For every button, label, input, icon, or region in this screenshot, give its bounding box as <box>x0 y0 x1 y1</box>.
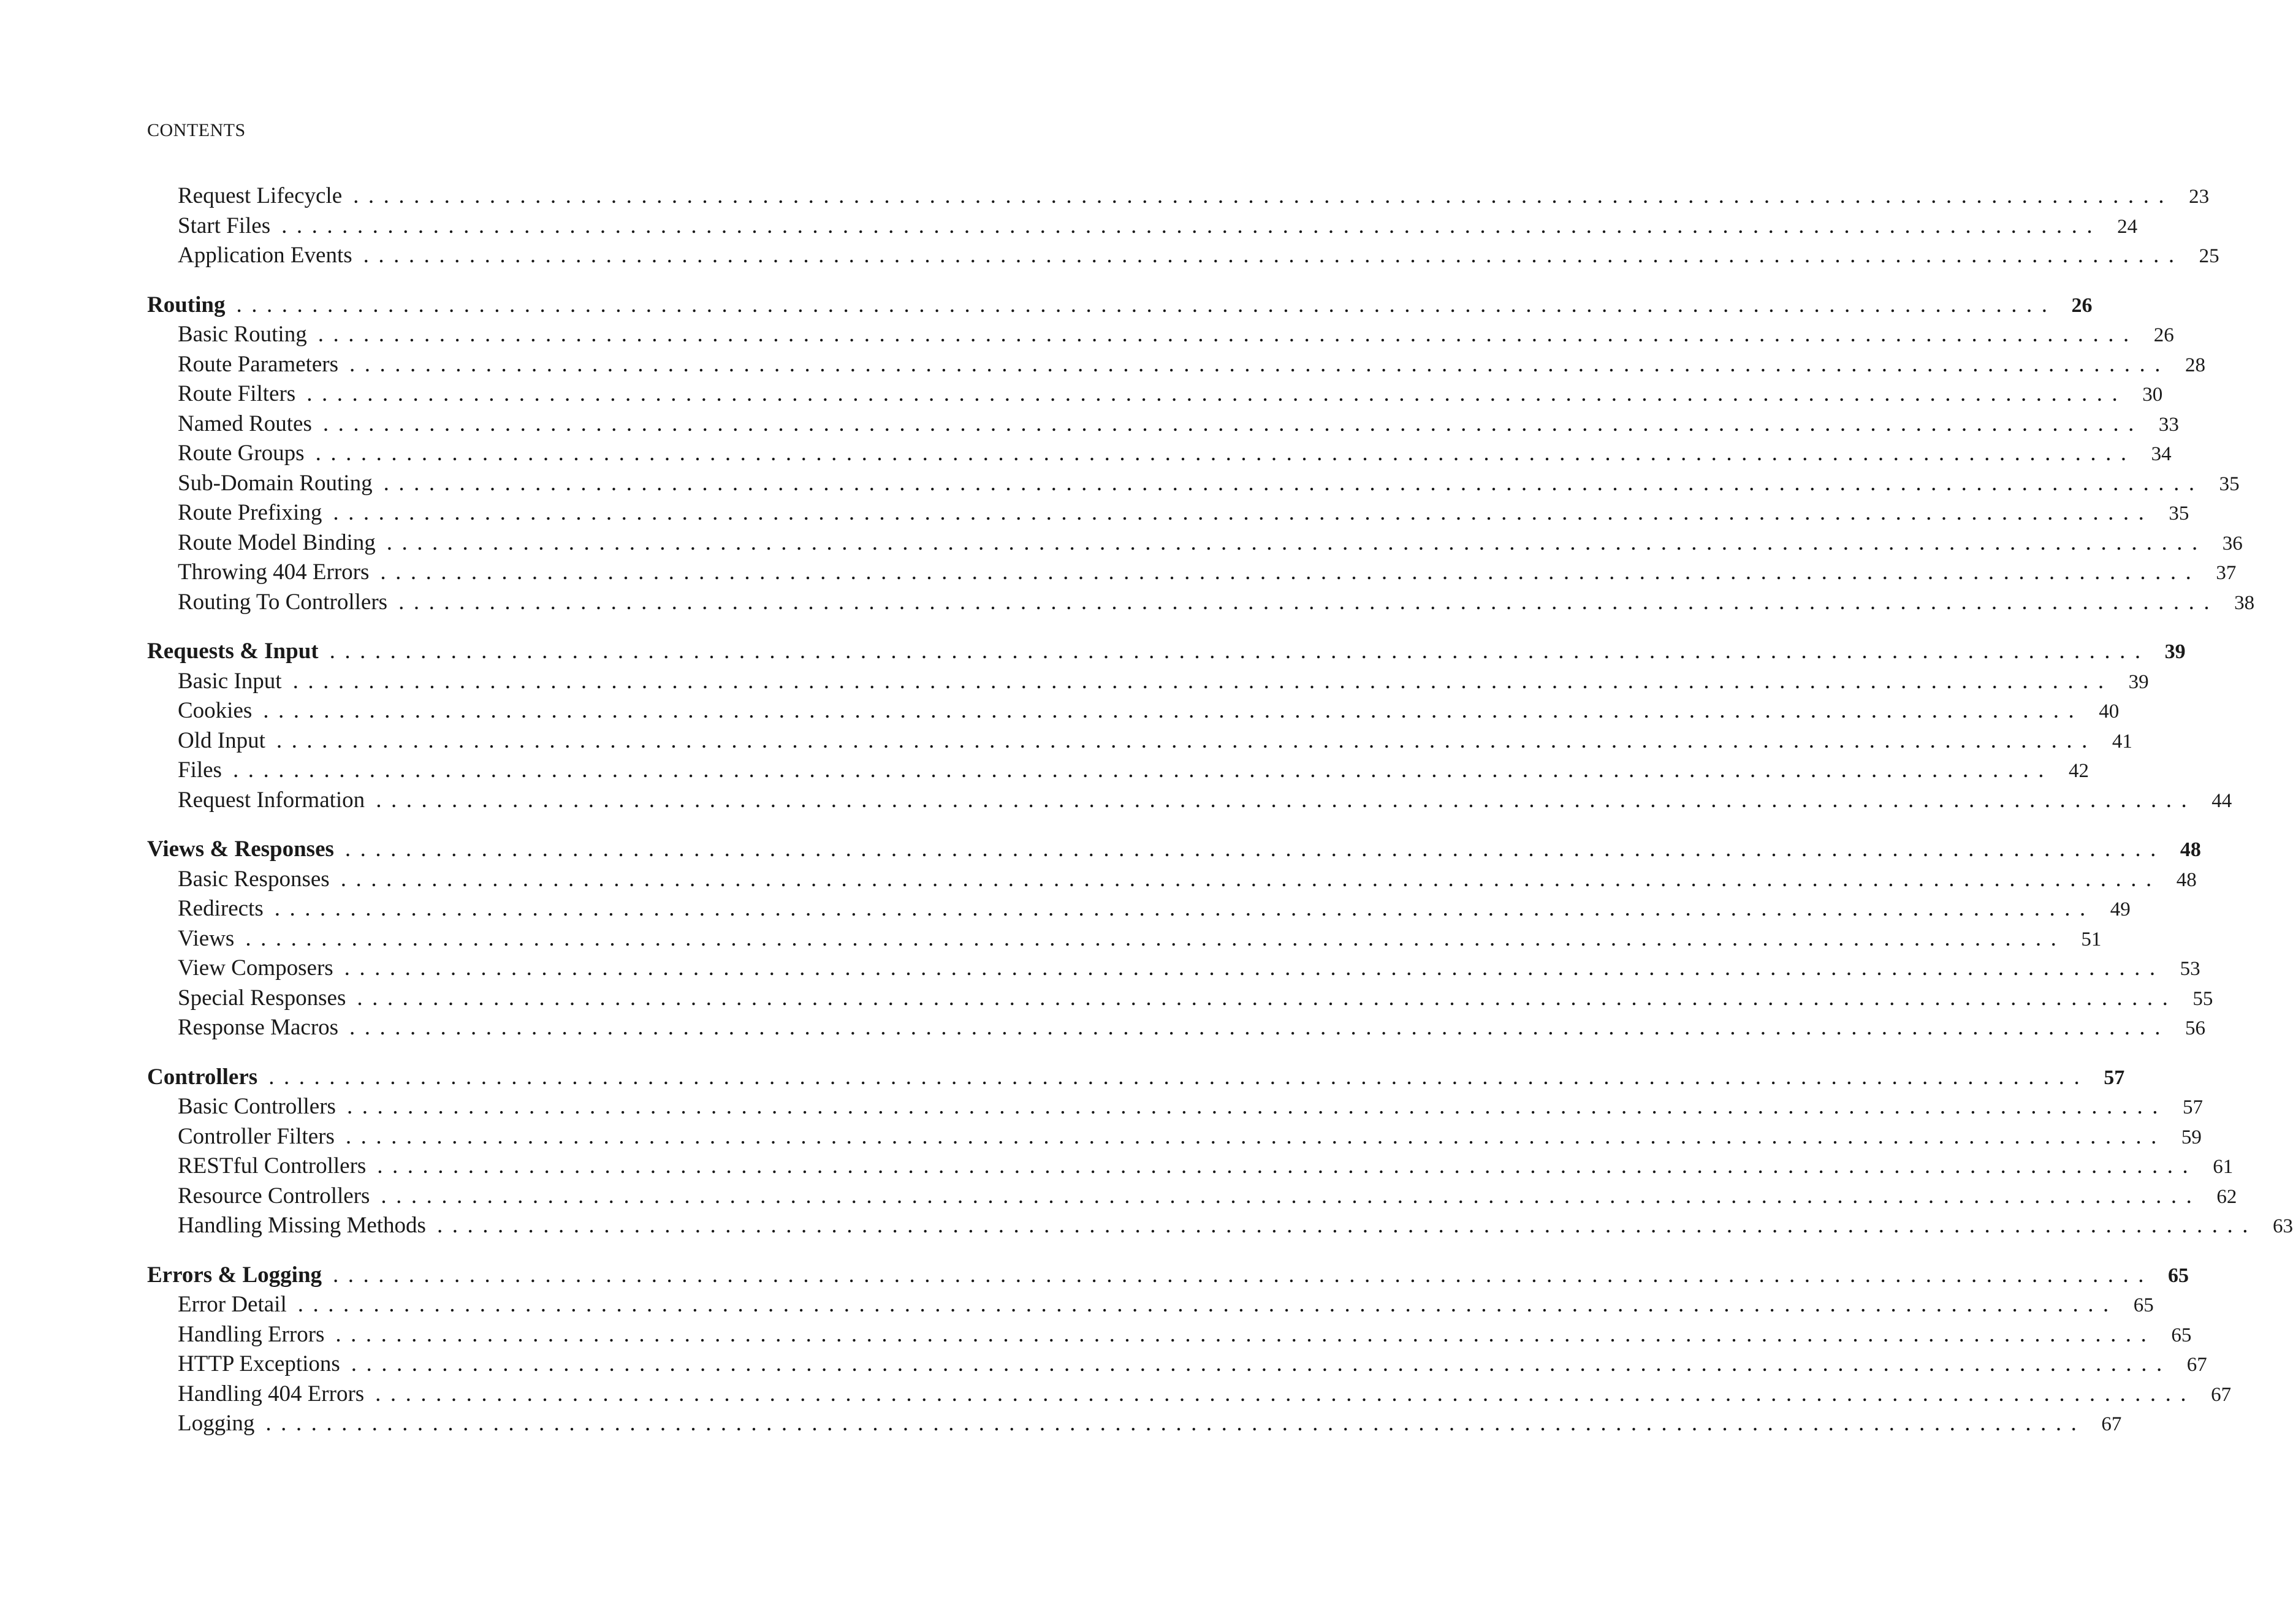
toc-entry-page: 62 <box>2216 1185 2237 1208</box>
toc-entry-title: RESTful Controllers <box>178 1153 367 1178</box>
toc-entry[interactable] <box>147 786 2232 816</box>
dot-leader: ........................................................................................................................ <box>315 441 2136 466</box>
toc-entry-page: 67 <box>2186 1354 2207 1376</box>
toc-entry-page: 65 <box>2171 1324 2192 1346</box>
dot-leader: ........................................................................................................................ <box>380 560 2201 585</box>
toc-entry[interactable] <box>147 320 2174 350</box>
dot-leader: ........................................................................................................................ <box>381 1183 2202 1209</box>
toc-entry-title: Handling Errors <box>178 1321 325 1347</box>
toc-entry[interactable] <box>147 756 2089 786</box>
toc-entry-page: 34 <box>2151 443 2172 465</box>
toc-chapter-entry[interactable] <box>147 290 2093 321</box>
toc-entry-title: Application Events <box>178 243 352 268</box>
dot-leader: ........................................................................................................................ <box>346 1094 2167 1119</box>
toc-entry-title: HTTP Exceptions <box>178 1351 340 1376</box>
toc-entry-title: Named Routes <box>178 411 312 436</box>
toc-entry-page: 56 <box>2185 1017 2206 1039</box>
dot-leader: ........................................................................................................................ <box>349 351 2170 377</box>
toc-entry-title: Resource Controllers <box>178 1183 370 1209</box>
dot-leader: ........................................................................................................................ <box>292 668 2113 694</box>
toc-section <box>147 1261 2232 1439</box>
dot-leader: ........................................................................................................................ <box>265 1411 2086 1436</box>
toc-chapter-title: Requests & Input <box>147 639 319 664</box>
toc-entry-title: Sub-Domain Routing <box>178 470 373 496</box>
toc-entry-title: Route Filters <box>178 381 296 406</box>
toc-chapter-title: Errors & Logging <box>147 1262 322 1288</box>
toc-entry-title: Error Detail <box>178 1292 287 1317</box>
toc-entry[interactable] <box>147 498 2189 528</box>
dot-leader: ........................................................................................................................ <box>344 837 2166 862</box>
toc-entry[interactable] <box>147 1320 2192 1350</box>
dot-leader: ........................................................................................................................ <box>357 985 2178 1011</box>
toc-entry-title: Handling Missing Methods <box>178 1213 426 1238</box>
toc-entry[interactable] <box>147 726 2132 756</box>
dot-leader: ........................................................................................................................ <box>268 1064 2090 1090</box>
toc-entry[interactable] <box>147 181 2210 211</box>
toc-entry-page: 55 <box>2192 987 2213 1010</box>
toc-entry[interactable] <box>147 696 2120 726</box>
toc-entry-page: 24 <box>2117 215 2138 238</box>
toc-entry-title: Basic Routing <box>178 322 307 347</box>
toc-entry-title: Redirects <box>178 896 264 921</box>
dot-leader: ........................................................................................................................ <box>345 1123 2166 1149</box>
dot-leader: ........................................................................................................................ <box>333 1262 2154 1288</box>
toc-entry[interactable] <box>147 1092 2203 1122</box>
toc-entry-page: 37 <box>2216 562 2237 584</box>
toc-section <box>147 1063 2293 1241</box>
toc-entry[interactable] <box>147 667 2149 697</box>
toc-entry-title: View Composers <box>178 955 333 981</box>
dot-leader: ........................................................................................................................ <box>245 925 2066 951</box>
toc-chapter-title: Views & Responses <box>147 837 334 862</box>
dot-leader: ........................................................................................................................ <box>236 292 2057 317</box>
toc-entry[interactable] <box>147 469 2240 499</box>
dot-leader: ........................................................................................................................ <box>363 243 2184 268</box>
toc-entry-page: 49 <box>2110 898 2131 920</box>
toc-entry-title: Response Macros <box>178 1015 339 1040</box>
toc-entry[interactable] <box>147 1152 2234 1182</box>
toc-entry-page: 33 <box>2158 413 2179 436</box>
toc-entry-page: 26 <box>2153 324 2174 346</box>
toc-entry-title: Throwing 404 Errors <box>178 560 370 585</box>
toc-entry-page: 40 <box>2099 700 2120 723</box>
dot-leader: ........................................................................................................................ <box>344 955 2165 981</box>
toc-entry-title: Start Files <box>178 213 271 238</box>
running-head: CONTENTS <box>147 120 246 140</box>
toc-entry-title: Special Responses <box>178 985 346 1011</box>
toc-section <box>147 181 2219 271</box>
toc-entry[interactable] <box>147 558 2237 588</box>
dot-leader: ........................................................................................................................ <box>274 896 2095 921</box>
toc-entry[interactable] <box>147 924 2102 954</box>
toc-entry-title: Request Information <box>178 787 365 813</box>
dot-leader: ........................................................................................................................ <box>340 866 2161 892</box>
toc-entry-title: Old Input <box>178 727 265 753</box>
toc-entry-page: 23 <box>2189 186 2210 208</box>
toc-entry[interactable] <box>147 1290 2154 1320</box>
toc-entry-title: Logging <box>178 1411 255 1436</box>
toc-entry[interactable] <box>147 1379 2232 1410</box>
table-of-contents <box>147 181 2293 1459</box>
toc-entry-page: 39 <box>2128 670 2149 693</box>
toc-chapter-entry[interactable] <box>147 835 2201 865</box>
toc-chapter-entry[interactable] <box>147 1261 2189 1291</box>
toc-entry-page: 35 <box>2169 503 2189 525</box>
toc-entry-title: Route Parameters <box>178 351 338 377</box>
toc-entry-page: 25 <box>2199 245 2219 267</box>
dot-leader: ........................................................................................................................ <box>281 213 2102 238</box>
toc-entry-page: 51 <box>2081 928 2102 950</box>
dot-leader: ........................................................................................................................ <box>386 529 2207 555</box>
dot-leader: ........................................................................................................................ <box>322 411 2143 436</box>
toc-entry[interactable] <box>147 1182 2237 1212</box>
toc-section <box>147 637 2232 815</box>
toc-entry-page: 67 <box>2211 1383 2232 1406</box>
toc-entry[interactable] <box>147 528 2243 558</box>
toc-entry-title: Controller Filters <box>178 1123 335 1149</box>
toc-entry[interactable] <box>147 1122 2202 1152</box>
toc-entry-page: 35 <box>2219 472 2240 495</box>
dot-leader: ........................................................................................................................ <box>232 757 2053 783</box>
dot-leader: ........................................................................................................................ <box>276 727 2097 753</box>
dot-leader: ........................................................................................................................ <box>383 470 2204 496</box>
toc-chapter-page: 48 <box>2180 838 2201 861</box>
toc-entry[interactable] <box>147 439 2172 469</box>
dot-leader: ........................................................................................................................ <box>335 1321 2156 1347</box>
toc-entry-page: 63 <box>2272 1215 2293 1237</box>
toc-entry-page: 57 <box>2182 1096 2203 1118</box>
dot-leader: ........................................................................................................................ <box>329 639 2150 664</box>
toc-entry-page: 30 <box>2142 384 2163 406</box>
toc-entry-title: Cookies <box>178 698 253 723</box>
dot-leader: ........................................................................................................................ <box>398 589 2219 615</box>
toc-entry[interactable] <box>147 1211 2293 1241</box>
toc-entry-title: Basic Responses <box>178 866 330 892</box>
toc-entry-title: Route Groups <box>178 441 305 466</box>
toc-entry[interactable] <box>147 211 2138 241</box>
toc-entry-page: 67 <box>2101 1413 2122 1435</box>
toc-chapter-page: 39 <box>2164 640 2186 663</box>
toc-chapter-entry[interactable] <box>147 637 2186 667</box>
toc-entry-title: Views <box>178 925 235 951</box>
dot-leader: ........................................................................................................................ <box>306 381 2128 406</box>
toc-entry[interactable] <box>147 241 2219 271</box>
toc-entry-page: 48 <box>2176 868 2197 891</box>
toc-entry[interactable] <box>147 350 2205 380</box>
dot-leader: ........................................................................................................................ <box>375 1381 2196 1406</box>
toc-chapter-title: Controllers <box>147 1064 258 1090</box>
toc-entry-page: 53 <box>2180 958 2200 980</box>
toc-entry-title: Handling 404 Errors <box>178 1381 365 1406</box>
dot-leader: ........................................................................................................................ <box>376 787 2197 813</box>
toc-entry[interactable] <box>147 379 2163 409</box>
toc-entry[interactable] <box>147 1349 2207 1379</box>
dot-leader: ........................................................................................................................ <box>333 500 2154 525</box>
toc-entry[interactable] <box>147 954 2200 984</box>
toc-entry-title: Routing To Controllers <box>178 589 388 615</box>
toc-entry-page: 38 <box>2234 591 2255 614</box>
toc-entry-title: Files <box>178 757 222 783</box>
toc-entry[interactable] <box>147 894 2131 924</box>
dot-leader: ........................................................................................................................ <box>318 322 2139 347</box>
toc-chapter-entry[interactable] <box>147 1063 2125 1093</box>
toc-entry-page: 41 <box>2112 730 2132 753</box>
toc-entry-page: 65 <box>2133 1294 2154 1316</box>
toc-entry-title: Route Prefixing <box>178 500 322 525</box>
toc-entry[interactable] <box>147 865 2197 895</box>
toc-entry[interactable] <box>147 588 2255 618</box>
toc-section <box>147 835 2213 1043</box>
toc-entry[interactable] <box>147 984 2213 1014</box>
toc-entry[interactable] <box>147 409 2179 439</box>
dot-leader: ........................................................................................................................ <box>297 1292 2118 1317</box>
toc-entry-page: 44 <box>2211 789 2232 812</box>
toc-chapter-title: Routing <box>147 292 226 317</box>
toc-entry-title: Basic Input <box>178 668 282 694</box>
dot-leader: ........................................................................................................................ <box>263 698 2084 723</box>
toc-entry-title: Request Lifecycle <box>178 183 343 208</box>
toc-entry[interactable] <box>147 1013 2206 1043</box>
toc-entry[interactable] <box>147 1409 2122 1439</box>
toc-entry-title: Basic Controllers <box>178 1094 336 1119</box>
toc-entry-page: 42 <box>2068 760 2089 782</box>
toc-chapter-page: 26 <box>2071 294 2093 317</box>
dot-leader: ........................................................................................................................ <box>377 1153 2198 1178</box>
dot-leader: ........................................................................................................................ <box>436 1213 2257 1238</box>
toc-entry-page: 28 <box>2185 354 2205 376</box>
toc-section <box>147 290 2255 618</box>
toc-chapter-page: 57 <box>2104 1066 2125 1089</box>
toc-entry-title: Route Model Binding <box>178 529 376 555</box>
dot-leader: ........................................................................................................................ <box>351 1351 2172 1376</box>
toc-entry-page: 36 <box>2222 532 2243 555</box>
toc-entry-page: 61 <box>2213 1156 2234 1178</box>
dot-leader: ........................................................................................................................ <box>353 183 2174 208</box>
toc-entry-page: 59 <box>2181 1126 2202 1148</box>
toc-chapter-page: 65 <box>2168 1264 2189 1287</box>
dot-leader: ........................................................................................................................ <box>349 1015 2170 1040</box>
